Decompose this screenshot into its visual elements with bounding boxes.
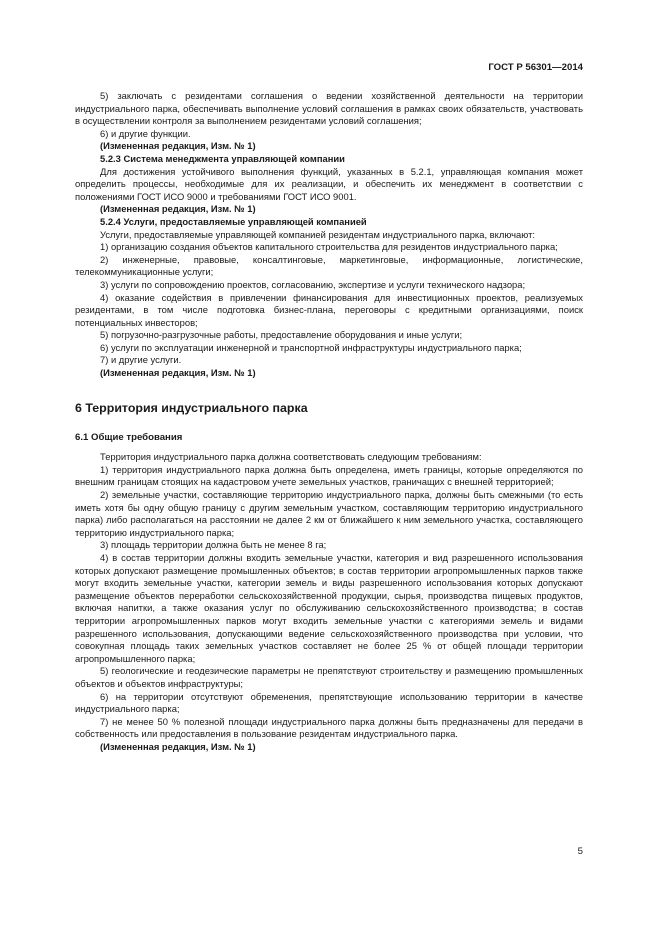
section-6-1-subtitle: 6.1 Общие требования — [75, 431, 183, 443]
section-5-2-paragraph: (Измененная редакция, Изм. № 1) — [100, 203, 256, 215]
section-6-1-paragraph: 4) в состав территории должны входить земельные участки, категория и вид разрешенного использования которых допускают размещение промышленных объектов; в состав территории агропромышленных парков также могут входить земельные участки, категории земель и виды разрешенного использования которых допускают размещение объектов переработки сельскохозяйственной продукции, сырья, производства пищевых продуктов, включая напитки, а также оказания услуг по обслуживанию сельскохозяйственного производства; в состав территории агропромышленных парков могут входить земельные участки с категориями земель и видами разрешенного использования, допускающими ведение сельскохозяйственного производства при условии, что совокупная площадь таких земельных участков составляет не более 25 % от общей площади территории агропромышленного парка; — [75, 552, 583, 664]
section-6-1-paragraph: (Измененная редакция, Изм. № 1) — [100, 740, 256, 752]
section-5-2-paragraph: 5) заключать с резидентами соглашения о ведении хозяйственной деятельности на территории индустриального парка, обеспечивать выполнение условий соглашения в рамках своих обязательств, участвовать в осуществлении контроля за выполнением резидентами условий соглашения; — [75, 90, 583, 127]
section-5-2-paragraph: Услуги, предоставляемые управляющей компанией резидентам индустриального парка, включают: — [100, 228, 535, 240]
document-header: ГОСТ Р 56301—2014 — [488, 62, 583, 73]
section-5-2-paragraph: 5.2.4 Услуги, предоставляемые управляющей компанией — [100, 215, 367, 227]
section-6-1-paragraph: 3) площадь территории должна быть не менее 8 га; — [100, 539, 327, 551]
section-5-2-paragraph: 5) погрузочно-разгрузочные работы, предоставление оборудования и иные услуги; — [100, 329, 463, 341]
section-6-1-paragraph: 1) территория индустриального парка должна быть определена, иметь границы, которые определяются по внешним границам стоящих на кадастровом учете земельных участков, граничащих с внешней территорией; — [75, 463, 583, 488]
section-5-2-paragraph: 3) услуги по сопровождению проектов, согласованию, экспертизе и услуги технического надзора; — [100, 278, 526, 290]
section-6-1-paragraph: Территория индустриального парка должна соответствовать следующим требованиям: — [100, 451, 482, 463]
section-5-2-paragraph: 6) услуги по эксплуатации инженерной и транспортной инфраструктуры индустриального парка; — [100, 341, 522, 353]
section-5-2-paragraph: Для достижения устойчивого выполнения функций, указанных в 5.2.1, управляющая компания может определить процессы, необходимые для их реализации, и обеспечить их менеджмент в соответствии с положениями ГОСТ ИСО 9000 и требованиями ГОСТ ИСО 9001. — [75, 165, 583, 202]
section-5-2-paragraph: (Измененная редакция, Изм. № 1) — [100, 367, 256, 379]
page-content — [75, 90, 583, 754]
section-5-2-paragraph: 2) инженерные, правовые, консалтинговые, маркетинговые, информационные, логистические, телекоммуникационные услуги; — [75, 253, 583, 278]
page-number: 5 — [577, 846, 583, 857]
section-6-1-paragraph: 5) геологические и геодезические параметры не препятствуют строительству и размещению промышленных объектов и объектов инфраструктуры; — [75, 665, 583, 689]
section-5-2-paragraph: 6) и другие функции. — [100, 127, 191, 139]
section-6-title: 6 Территория индустриального парка — [75, 400, 308, 415]
section-6-1-paragraph: 2) земельные участки, составляющие территорию индустриального парка, должны быть смежными (то есть иметь хотя бы одну общую границу с другим земельным участком, составляющим территорию индустриального парка) либо располагаться на расстоянии не далее 2 км от ближайшего к ним земельного участка, составляющего территорию индустриального парка; — [75, 489, 583, 538]
section-5-2-paragraph: 7) и другие услуги. — [100, 354, 182, 366]
section-5-2-paragraph: 4) оказание содействия в привлечении финансирования для инвестиционных проектов, реализуемых резидентами, в том числе подготовка бизнес-плана, переговоры с кредитными организациями, поиск потенциальных инвесторов; — [75, 291, 583, 328]
section-5-2-paragraph: (Измененная редакция, Изм. № 1) — [100, 140, 256, 152]
section-6-1-paragraph: 6) на территории отсутствуют обременения, препятствующие использованию территории в качестве индустриального парка; — [75, 690, 583, 715]
section-5-2-paragraph: 5.2.3 Система менеджмента управляющей компании — [100, 152, 345, 164]
section-5-2-paragraph: 1) организацию создания объектов капитального строительства для резидентов индустриального парка; — [100, 241, 558, 253]
section-6-1-body — [75, 451, 583, 753]
section-5-2-continued — [75, 90, 583, 380]
section-6-1-paragraph: 7) не менее 50 % полезной площади индустриального парка должны быть предназначены для передачи в собственность или предоставления в пользование резидентам индустриального парка. — [75, 715, 583, 740]
